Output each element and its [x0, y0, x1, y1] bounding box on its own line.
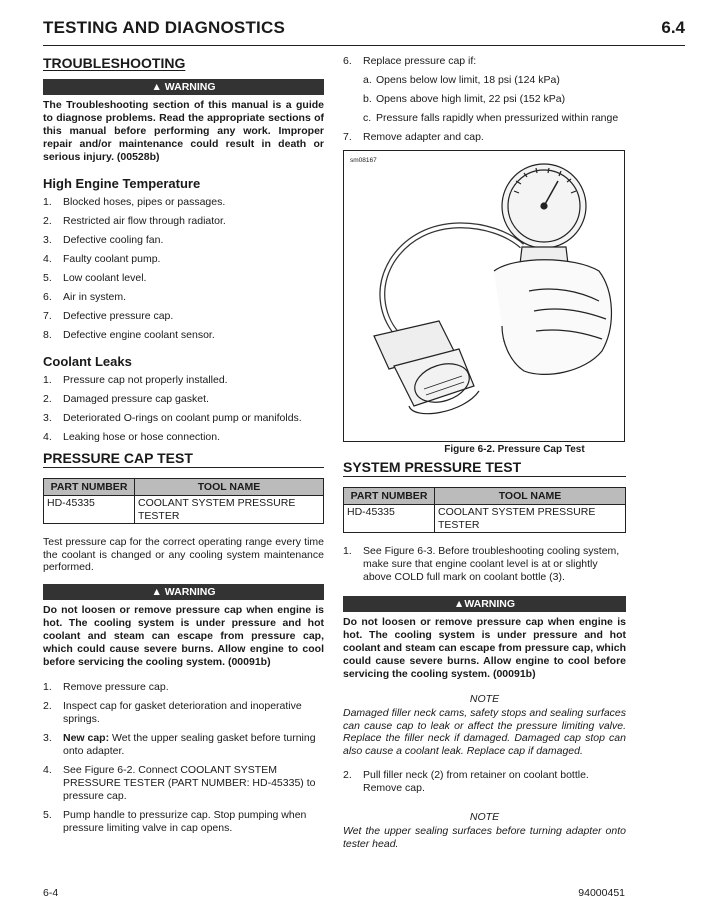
warning-bar: ▲ WARNING	[43, 79, 324, 95]
figure-6-2	[343, 150, 625, 442]
table-row	[344, 505, 626, 533]
list-item: 7. Remove adapter and cap.	[343, 131, 484, 143]
list-number: 2.	[43, 215, 52, 227]
list-item: 6. Replace pressure cap if:	[343, 55, 477, 67]
list-text: Blocked hoses, pipes or passages.	[63, 196, 226, 208]
list-number: 1.	[43, 374, 52, 386]
spt-tool-table	[343, 487, 626, 533]
tool-name-cell: COOLANT SYSTEM PRESSURE TESTER	[135, 496, 324, 524]
list-item	[43, 764, 324, 803]
pressure-tester-illustration	[344, 151, 624, 441]
list-item	[363, 93, 626, 105]
step-6-list	[343, 55, 626, 68]
list-item	[43, 374, 324, 387]
list-item	[43, 272, 324, 285]
list-text: Defective engine coolant sensor.	[63, 329, 215, 341]
list-text	[63, 681, 324, 694]
list-text: Faulty coolant pump.	[63, 253, 161, 265]
spt-warning-bar: ▲WARNING	[343, 596, 626, 612]
tool-name-cell: COOLANT SYSTEM PRESSURE TESTER	[435, 505, 626, 533]
section-number: 6.4	[661, 18, 685, 37]
list-item	[363, 74, 626, 86]
document-number: 94000451	[578, 887, 625, 899]
list-number: 4.	[43, 763, 52, 776]
list-letter: c.	[363, 112, 372, 124]
list-item	[43, 431, 324, 444]
col-tool-name: TOOL NAME	[135, 479, 324, 496]
pct-warning-text: Do not loosen or remove pressure cap when engine is hot. The cooling system is under pressure and hot coolant and steam can escape from pressure cap, which could cause severe burns. Allow engine to cool before servicing the cooling system. (00091b)	[43, 603, 324, 668]
warning-text: The Troubleshooting section of this manual is a guide to diagnose problems. Read the appropriate sections of this manual before performing any work. Improper repair and/or maintenance could result in death or serious injury. (00528b)	[43, 99, 324, 163]
list-item	[43, 393, 324, 406]
list-number: 5.	[43, 272, 52, 284]
list-item	[363, 112, 626, 124]
list-item	[43, 681, 324, 694]
pct-intro: Test pressure cap for the correct operating range every time the coolant is changed or any cooling system maintenance performed.	[43, 536, 324, 573]
list-number: 3.	[43, 731, 52, 744]
list-item	[43, 412, 324, 425]
step-text: Wet the upper sealing gasket before turning onto adapter.	[63, 731, 316, 757]
coolant-leaks-title: Coolant Leaks	[43, 354, 132, 369]
list-text: Pressure falls rapidly when pressurized within range	[376, 112, 619, 124]
header-rule	[43, 45, 685, 46]
list-number: 7.	[43, 310, 52, 322]
list-text: Damaged pressure cap gasket.	[63, 393, 209, 405]
section-title: TESTING AND DIAGNOSTICS	[43, 18, 285, 37]
list-text	[63, 732, 324, 758]
list-number: 2.	[43, 393, 52, 405]
list-item	[43, 215, 324, 228]
step-text: Inspect cap for gasket deterioration and inoperative springs.	[63, 699, 302, 725]
list-number: 3.	[43, 412, 52, 424]
list-item	[43, 329, 324, 342]
list-item	[43, 291, 324, 304]
list-letter: a.	[363, 74, 372, 86]
page-number: 6-4	[43, 887, 59, 899]
list-item	[43, 809, 324, 835]
list-text: Opens below low limit, 18 psi (124 kPa)	[376, 74, 560, 86]
list-text	[63, 764, 324, 803]
list-item	[43, 234, 324, 247]
list-number: 1.	[43, 680, 52, 693]
list-text: Opens above high limit, 22 psi (152 kPa)	[376, 93, 566, 105]
step-6-sublist	[343, 74, 626, 124]
list-text: Pressure cap not properly installed.	[63, 374, 228, 386]
list-item	[43, 253, 324, 266]
right-column	[343, 55, 626, 862]
list-number: 6.	[43, 291, 52, 303]
part-number-cell: HD-45335	[44, 496, 135, 524]
pct-tool-table	[43, 478, 324, 524]
note-label-2: NOTE	[469, 811, 500, 823]
spt-step-1	[343, 545, 626, 584]
note-label: NOTE	[469, 693, 500, 705]
list-item	[43, 310, 324, 323]
list-text: Air in system.	[63, 291, 127, 303]
troubleshooting-title: TROUBLESHOOTING	[43, 55, 186, 71]
list-text	[63, 809, 324, 835]
high-temp-title: High Engine Temperature	[43, 176, 201, 191]
list-number: 5.	[43, 808, 52, 821]
list-item	[43, 732, 324, 758]
list-item: 2. Pull filler neck (2) from retainer on coolant bottle. Remove cap.	[343, 769, 589, 794]
coolant-leaks-list	[43, 374, 324, 444]
high-temp-list	[43, 196, 324, 342]
list-text: Restricted air flow through radiator.	[63, 215, 226, 227]
pressure-cap-test-title: PRESSURE CAP TEST	[43, 450, 324, 468]
list-number: 2.	[43, 699, 52, 712]
col-part-number: PART NUMBER	[44, 479, 135, 496]
part-number-cell: HD-45335	[344, 505, 435, 533]
step-7-list	[343, 131, 626, 144]
step-text: Remove pressure cap.	[63, 680, 169, 693]
list-number: 1.	[43, 196, 52, 208]
list-number: 4.	[43, 431, 52, 443]
spt-warning-text: Do not loosen or remove pressure cap when engine is hot. The cooling system is under pressure and hot coolant and steam can escape from pressure cap, which could cause severe burns. Allow engine to cool before servicing the cooling system. (00091b)	[343, 616, 626, 680]
list-number: 4.	[43, 253, 52, 265]
list-letter: b.	[363, 93, 372, 105]
pct-steps	[43, 681, 324, 835]
list-item: 1. See Figure 6-3. Before troubleshooting cooling system, make sure that engine coolant level is at or slightly above COLD full mark on coolant bottle (3).	[343, 545, 620, 583]
table-row	[44, 496, 324, 524]
list-text	[63, 700, 324, 726]
step-text: Pump handle to pressurize cap. Stop pumping when pressure limiting valve in cap opens.	[63, 808, 307, 834]
col-part-number: PART NUMBER	[344, 488, 435, 505]
figure-caption: Figure 6-2. Pressure Cap Test	[444, 444, 585, 455]
figure-id: sm08167	[350, 157, 377, 164]
left-column	[43, 55, 324, 841]
pct-warning-bar: ▲ WARNING	[43, 584, 324, 600]
list-text: Deteriorated O-rings on coolant pump or manifolds.	[63, 412, 302, 424]
list-item	[43, 700, 324, 726]
list-text: Defective pressure cap.	[63, 310, 174, 322]
list-item	[43, 196, 324, 209]
note-text: Damaged filler neck cams, safety stops and sealing surfaces can cause cap to leak or affect the pressure limiting valve. Replace the filler neck if damaged. Damaged cap stop can also cause a coolant leak. Replace cap if damaged.	[343, 707, 626, 757]
note-text-2: Wet the upper sealing surfaces before turning adapter onto tester head.	[343, 825, 626, 850]
list-text: Low coolant level.	[63, 272, 147, 284]
list-number: 3.	[43, 234, 52, 246]
step-text: See Figure 6-2. Connect COOLANT SYSTEM PRESSURE TESTER (PART NUMBER: HD-45335) to pressure cap.	[63, 763, 316, 802]
col-tool-name: TOOL NAME	[435, 488, 626, 505]
list-number: 8.	[43, 329, 52, 341]
list-text: Leaking hose or hose connection.	[63, 431, 221, 443]
list-text: Defective cooling fan.	[63, 234, 164, 246]
spt-step-2	[343, 769, 626, 795]
bold-lead: New cap:	[63, 731, 110, 744]
system-pressure-test-title: SYSTEM PRESSURE TEST	[343, 459, 626, 477]
